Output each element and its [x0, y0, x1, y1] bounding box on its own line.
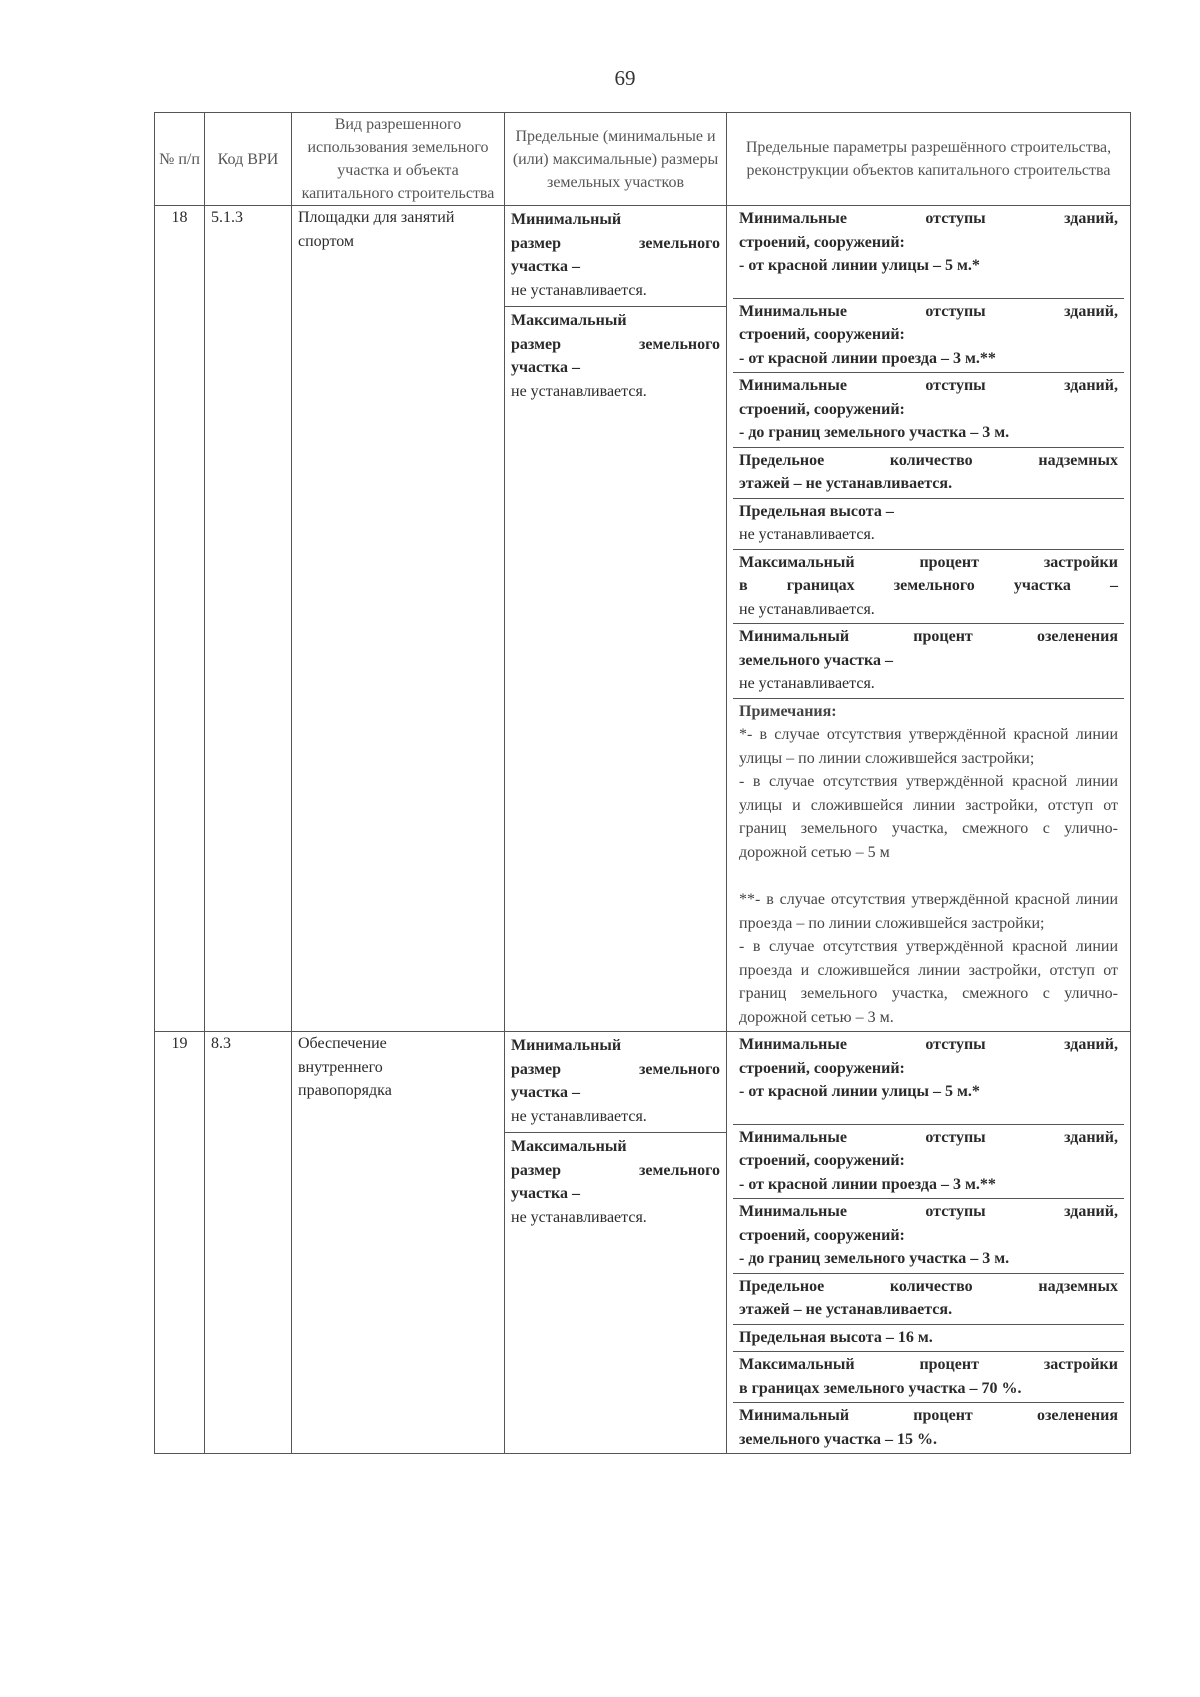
- param-floors: [733, 448, 1124, 499]
- param-line: Минимальный процент озеленения: [739, 628, 1118, 645]
- param-line: Максимальный процент застройки: [739, 553, 1118, 571]
- param-line: Минимальные отступы зданий,: [739, 302, 1118, 320]
- min-size-label-1: Минимальный: [511, 211, 622, 228]
- max-size-label-2: размер земельного: [511, 335, 720, 353]
- param-setback-boundary: [733, 1199, 1124, 1274]
- param-line: Минимальные отступы зданий,: [739, 1036, 1118, 1053]
- param-max-coverage: [733, 550, 1124, 625]
- param-line: строений, сооружений:: [739, 233, 905, 251]
- param-line: не устанавливается.: [739, 600, 875, 618]
- param-line: не устанавливается.: [739, 526, 875, 543]
- param-min-greenery: [733, 1403, 1124, 1453]
- param-setback-driveway: [733, 299, 1124, 374]
- param-line: - до границ земельного участка – 3 м.: [739, 424, 1010, 441]
- row-params: [727, 206, 1131, 1032]
- param-setback-street: [733, 1032, 1124, 1125]
- page-number: 69: [614, 66, 636, 90]
- param-line: - от красной линии проезда – 3 м.**: [739, 349, 996, 367]
- note-paragraph: *- в случае отсутствия утверждённой красной линии улицы – по линии сложившейся застройки;: [739, 726, 1118, 767]
- param-line: Минимальные отступы зданий,: [739, 1203, 1118, 1220]
- param-min-greenery: [733, 624, 1124, 699]
- param-line: Предельное количество надземных: [739, 1277, 1118, 1295]
- param-line: строений, сооружений:: [739, 1226, 905, 1244]
- min-size-block: [511, 1032, 720, 1132]
- header-code: Код ВРИ: [205, 113, 292, 206]
- min-size-value: не устанавливается.: [511, 1107, 647, 1125]
- row-num: 18: [155, 206, 205, 1032]
- param-line: строений, сооружений:: [739, 326, 905, 343]
- note-paragraph: - в случае отсутствия утверждённой красной линии улицы и сложившейся линии застройки, отступ от границ земельного участка, смежного с улично-дорожной сетью – 5 м: [739, 773, 1118, 861]
- param-line: - до границ земельного участка – 3 м.: [739, 1250, 1010, 1267]
- param-line: земельного участка –: [739, 651, 894, 669]
- param-setback-boundary: [733, 373, 1124, 448]
- max-size-value: не устанавливается.: [511, 382, 647, 400]
- max-size-block: [505, 1132, 726, 1232]
- row-code: 8.3: [205, 1032, 292, 1454]
- min-size-label-2: размер земельного: [511, 234, 720, 252]
- max-size-value: не устанавливается.: [511, 1208, 647, 1226]
- note-paragraph: **- в случае отсутствия утверждённой красной линии проезда – по линии сложившейся застройки;: [739, 891, 1118, 932]
- param-line: Предельное количество надземных: [739, 451, 1118, 469]
- row-num: 19: [155, 1032, 205, 1454]
- header-use: Вид разрешенного использования земельного участка и объекта капитального строительства: [292, 113, 505, 206]
- header-sizes: Предельные (минимальные и (или) максимальные) размеры земельных участков: [505, 113, 727, 206]
- param-line: строений, сооружений:: [739, 1152, 905, 1169]
- max-size-block: [505, 306, 726, 406]
- vri-table: [154, 112, 1131, 1454]
- param-height: [733, 1325, 1124, 1353]
- min-size-block: [511, 206, 720, 306]
- notes-title: Примечания:: [739, 702, 837, 720]
- row-use: Площадки для занятий спортом: [292, 206, 505, 1032]
- param-line: Минимальные отступы зданий,: [739, 377, 1118, 394]
- param-setback-street: [733, 206, 1124, 299]
- param-line: Минимальные отступы зданий,: [739, 210, 1118, 227]
- table-row: [155, 1032, 1131, 1454]
- max-size-label-1: Максимальный: [511, 312, 627, 329]
- min-size-label-2: размер земельного: [511, 1060, 720, 1078]
- min-size-label-3: участка –: [511, 1084, 580, 1101]
- param-line: Максимальный процент застройки: [739, 1356, 1118, 1373]
- param-line: - от красной линии улицы – 5 м.*: [739, 257, 980, 274]
- param-max-coverage: [733, 1352, 1124, 1403]
- param-setback-driveway: [733, 1125, 1124, 1200]
- max-size-label-1: Максимальный: [511, 1138, 627, 1155]
- table-header-row: [155, 113, 1131, 206]
- param-line: строений, сооружений:: [739, 400, 905, 418]
- min-size-label-1: Минимальный: [511, 1037, 622, 1054]
- param-line: Минимальный процент озеленения: [739, 1407, 1118, 1424]
- min-size-label-3: участка –: [511, 258, 580, 275]
- param-line: в границах земельного участка – 70 %.: [739, 1379, 1022, 1397]
- max-size-label-3: участка –: [511, 359, 580, 376]
- param-height: [733, 499, 1124, 550]
- param-line: не устанавливается.: [739, 675, 875, 692]
- header-params: Предельные параметры разрешённого строительства, реконструкции объектов капитального строительства: [727, 113, 1131, 206]
- table-row: [155, 206, 1131, 1032]
- param-line: строений, сооружений:: [739, 1059, 905, 1077]
- param-line: - от красной линии проезда – 3 м.**: [739, 1175, 996, 1193]
- param-floors: [733, 1274, 1124, 1325]
- param-line: этажей – не устанавливается.: [739, 475, 953, 492]
- param-line: Предельная высота –: [739, 502, 894, 520]
- row-sizes: [505, 206, 727, 1032]
- param-line: - от красной линии улицы – 5 м.*: [739, 1083, 980, 1100]
- param-line: Минимальные отступы зданий,: [739, 1128, 1118, 1146]
- max-size-label-2: размер земельного: [511, 1161, 720, 1179]
- row-sizes: [505, 1032, 727, 1454]
- max-size-label-3: участка –: [511, 1185, 580, 1202]
- notes-block: [733, 699, 1124, 1032]
- min-size-value: не устанавливается.: [511, 281, 647, 299]
- param-line: в границах земельного участка –: [739, 577, 1118, 594]
- param-line: этажей – не устанавливается.: [739, 1301, 953, 1318]
- row-params: [727, 1032, 1131, 1454]
- note-paragraph: - в случае отсутствия утверждённой красной линии проезда и сложившейся линии застройки, отступ от границ земельного участка, смежного с улично-дорожной сетью – 3 м.: [739, 938, 1118, 1026]
- header-num: № п/п: [155, 113, 205, 206]
- param-line: земельного участка – 15 %.: [739, 1430, 938, 1448]
- param-line: Предельная высота – 16 м.: [739, 1328, 933, 1346]
- row-code: 5.1.3: [205, 206, 292, 1032]
- row-use: Обеспечение внутреннего правопорядка: [292, 1032, 505, 1454]
